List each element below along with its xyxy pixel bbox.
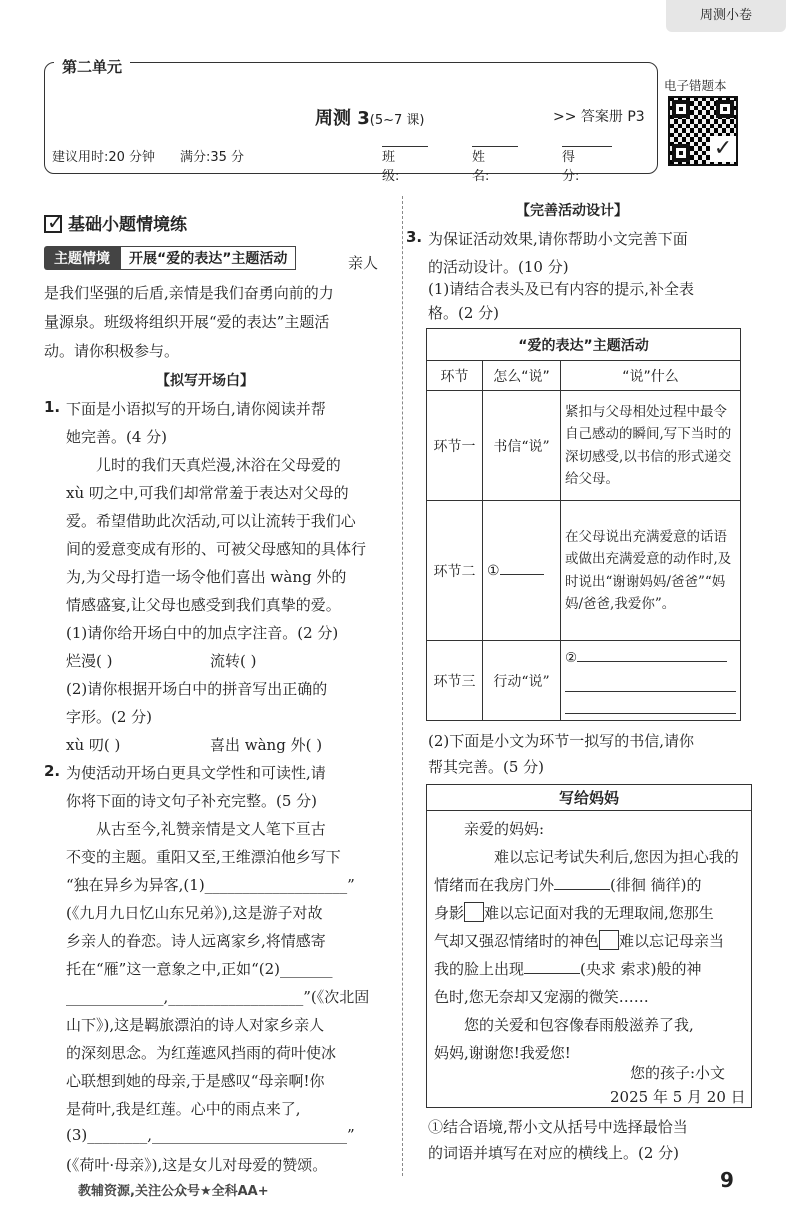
sub-heading-opening: 【拟写开场白】 [156,373,254,389]
stage-cell: 环节三 [427,641,483,721]
letter-line: 您的关爱和包容像春雨般滋养了我, [464,1016,694,1034]
q1-sub1-answer-b[interactable]: 流转( ) [210,652,257,670]
name-label: 姓名: [472,150,490,184]
full-score: 满分:35 分 [180,150,245,165]
intro-line: 亲人 [348,254,379,272]
letter-line: 我的脸上出现 (央求 索求)般的神 [434,960,702,978]
q3-number: 3. [406,228,423,246]
table-row [427,641,741,721]
intro-line: 量源泉。班级将组织开展“爱的表达”主题活 [44,313,330,331]
letter-line: 气却又强忍情绪时的神色 难以忘记母亲当 [434,932,725,950]
q2-line: (《九月九日忆山东兄弟》),这是游子对故 [66,904,323,922]
theme-tag [44,246,296,270]
quiz-range: (5~7 课) [369,113,425,128]
letter-line: 身影 难以忘记面对我的无理取闹,您那生 [434,904,714,922]
q2-stem: 你将下面的诗文句子补充完整。(5 分) [66,792,318,810]
section-title: ✓基础小题情境练 [44,210,187,235]
q3-sub2: 帮其完善。(5 分) [428,758,545,776]
q1-passage-line: 儿时的我们天真烂漫,沐浴在父母爱的 [96,456,341,474]
what-cell-blank[interactable]: ② [561,641,741,721]
q3-sub2-question: ①结合语境,帮小文从括号中选择最恰当 [428,1118,688,1136]
letter-line: 色时,您无奈却又宠溺的微笑…… [434,988,649,1006]
q2-line: 山下》),这是羁旅漂泊的诗人对家乡亲人 [66,1016,325,1034]
q1-passage-line: 情感盛宴,让父母也感受到我们真挚的爱。 [66,596,341,614]
letter-line: 难以忘记考试失利后,您因为担心我的 [494,848,739,866]
q2-line: 是荷叶,我是红莲。心中的雨点来了, [66,1100,301,1118]
q1-sub2-answer-a[interactable]: xù 叨( ) [66,736,121,754]
q1-stem: 下面是小语拟写的开场白,请你阅读并帮 [66,400,326,418]
table-row [427,501,741,641]
score-label: 得分: [562,150,580,184]
q2-line: 从古至今,礼赞亲情是文人笔下亘古 [96,820,326,838]
quiz-title [315,104,425,130]
q1-sub2: (2)请你根据开场白中的拼音写出正确的 [66,680,328,698]
table-row [427,391,741,501]
q1-passage-line: 间的爱意变成有形的、可被父母感知的具体行 [66,540,367,558]
q1-sub1: (1)请你给开场白中的加点字注音。(2 分) [66,624,339,642]
intro-line: 动。请你积极参与。 [44,342,180,360]
how-cell: 行动“说” [483,641,561,721]
q1-sub2-answer-b[interactable]: 喜出 wàng 外( ) [210,736,323,754]
table-header: 怎么“说” [483,361,561,391]
q3-stem: 为保证活动效果,请你帮助小文完善下面 [428,230,688,248]
q2-line[interactable]: “独在异乡为异客,(1)___________________” [66,876,355,894]
table-header: “说”什么 [561,361,741,391]
q2-line: 的深刻思念。为红莲遮风挡雨的荷叶使冰 [66,1044,337,1062]
q3-sub2-question: 的词语并填写在对应的横线上。(2 分) [428,1144,680,1162]
q1-stem: 她完善。(4 分) [66,428,168,446]
theme-tag-label: 主题情境 [44,246,120,270]
q2-line[interactable]: 托在“雁”这一意象之中,正如“(2)_______ [66,960,333,978]
stage-cell: 环节一 [427,391,483,501]
suggest-time: 建议用时:20 分钟 [52,150,156,165]
activity-table [426,328,741,721]
q1-passage-line: xù 叨之中,可我们却常常羞于表达对父母的 [66,484,349,502]
sub-heading-design: 【完善活动设计】 [516,203,628,219]
q1-sub2: 字形。(2 分) [66,708,153,726]
q3-sub2: (2)下面是小文为环节一拟写的书信,请你 [428,732,695,750]
q2-line: 心联想到她的母亲,于是感叹“母亲啊!你 [66,1072,325,1090]
how-cell-blank[interactable]: ① [483,501,561,641]
column-divider [402,196,403,1176]
q2-line: 乡亲人的眷恋。诗人远离家乡,将情感寄 [66,932,326,950]
ebook-label: 电子错题本 [664,78,727,93]
q1-number: 1. [44,398,61,416]
check-icon: ✓ [710,136,736,162]
table-header: 环节 [427,361,483,391]
what-cell: 在父母说出充满爱意的话语或做出充满爱意的动作时,及时说出“谢谢妈妈/爸爸”“妈妈/爸爸,我爱你”。 [561,501,741,641]
checkbox-icon [44,215,62,233]
q1-passage-line: 爱。希望借助此次活动,可以让流转于我们心 [66,512,356,530]
letter-title: 写给妈妈 [427,785,751,811]
q3-stem: 的活动设计。(10 分) [428,258,569,276]
q2-line[interactable]: _____________,__________________”(《次北固 [66,988,370,1006]
answer-reference: >> 答案册 P3 [553,109,645,125]
stage-cell: 环节二 [427,501,483,641]
q1-passage-line: 为,为父母打造一场令他们喜出 wàng 外的 [66,568,347,586]
table-title: “爱的表达”主题活动 [427,329,741,361]
meta-row [52,146,652,184]
qr-code-icon[interactable] [668,96,738,166]
class-label: 班级: [382,150,400,184]
q2-line: (《荷叶·母亲》),这是女儿对母爱的赞颂。 [66,1156,328,1174]
punctuation-box[interactable] [464,902,484,922]
intro-line: 是我们坚强的后盾,亲情是我们奋勇向前的力 [44,284,334,302]
letter-date: 2025 年 5 月 20 日 [610,1088,746,1106]
letter-sign: 您的孩子:小文 [630,1064,726,1082]
q1-sub1-answer-a[interactable]: 烂漫( ) [66,652,113,670]
q3-sub1: 格。(2 分) [428,304,500,322]
unit-label: 第二单元 [54,56,130,77]
page-number: 9 [720,1168,734,1192]
q2-line: 不变的主题。重阳又至,王维漂泊他乡写下 [66,848,341,866]
letter-line: 妈妈,谢谢您!我爱您! [434,1044,571,1062]
punctuation-box[interactable] [599,930,619,950]
theme-tag-title: 开展“爱的表达”主题活动 [120,246,296,270]
q2-line[interactable]: (3)________,__________________________” [66,1126,355,1144]
how-cell: 书信“说” [483,391,561,501]
q2-stem: 为使活动开场白更具文学性和可读性,请 [66,764,326,782]
letter-greeting: 亲爱的妈妈: [464,820,545,838]
letter-blank[interactable] [524,973,580,974]
q2-number: 2. [44,762,61,780]
corner-tag: 周测小卷 [666,0,786,32]
letter-line: 情绪而在我房门外 (徘徊 徜徉)的 [434,876,702,894]
what-cell: 紧扣与父母相处过程中最令自己感动的瞬间,写下当时的深切感受,以书信的形式递交给父母。 [561,391,741,501]
q3-sub1: (1)请结合表头及已有内容的提示,补全表 [428,280,695,298]
quiz-title-text: 周测 3 [315,108,370,129]
letter-blank[interactable] [554,889,610,890]
footer-text: 教辅资源,关注公众号★全科AA+ [78,1184,269,1199]
